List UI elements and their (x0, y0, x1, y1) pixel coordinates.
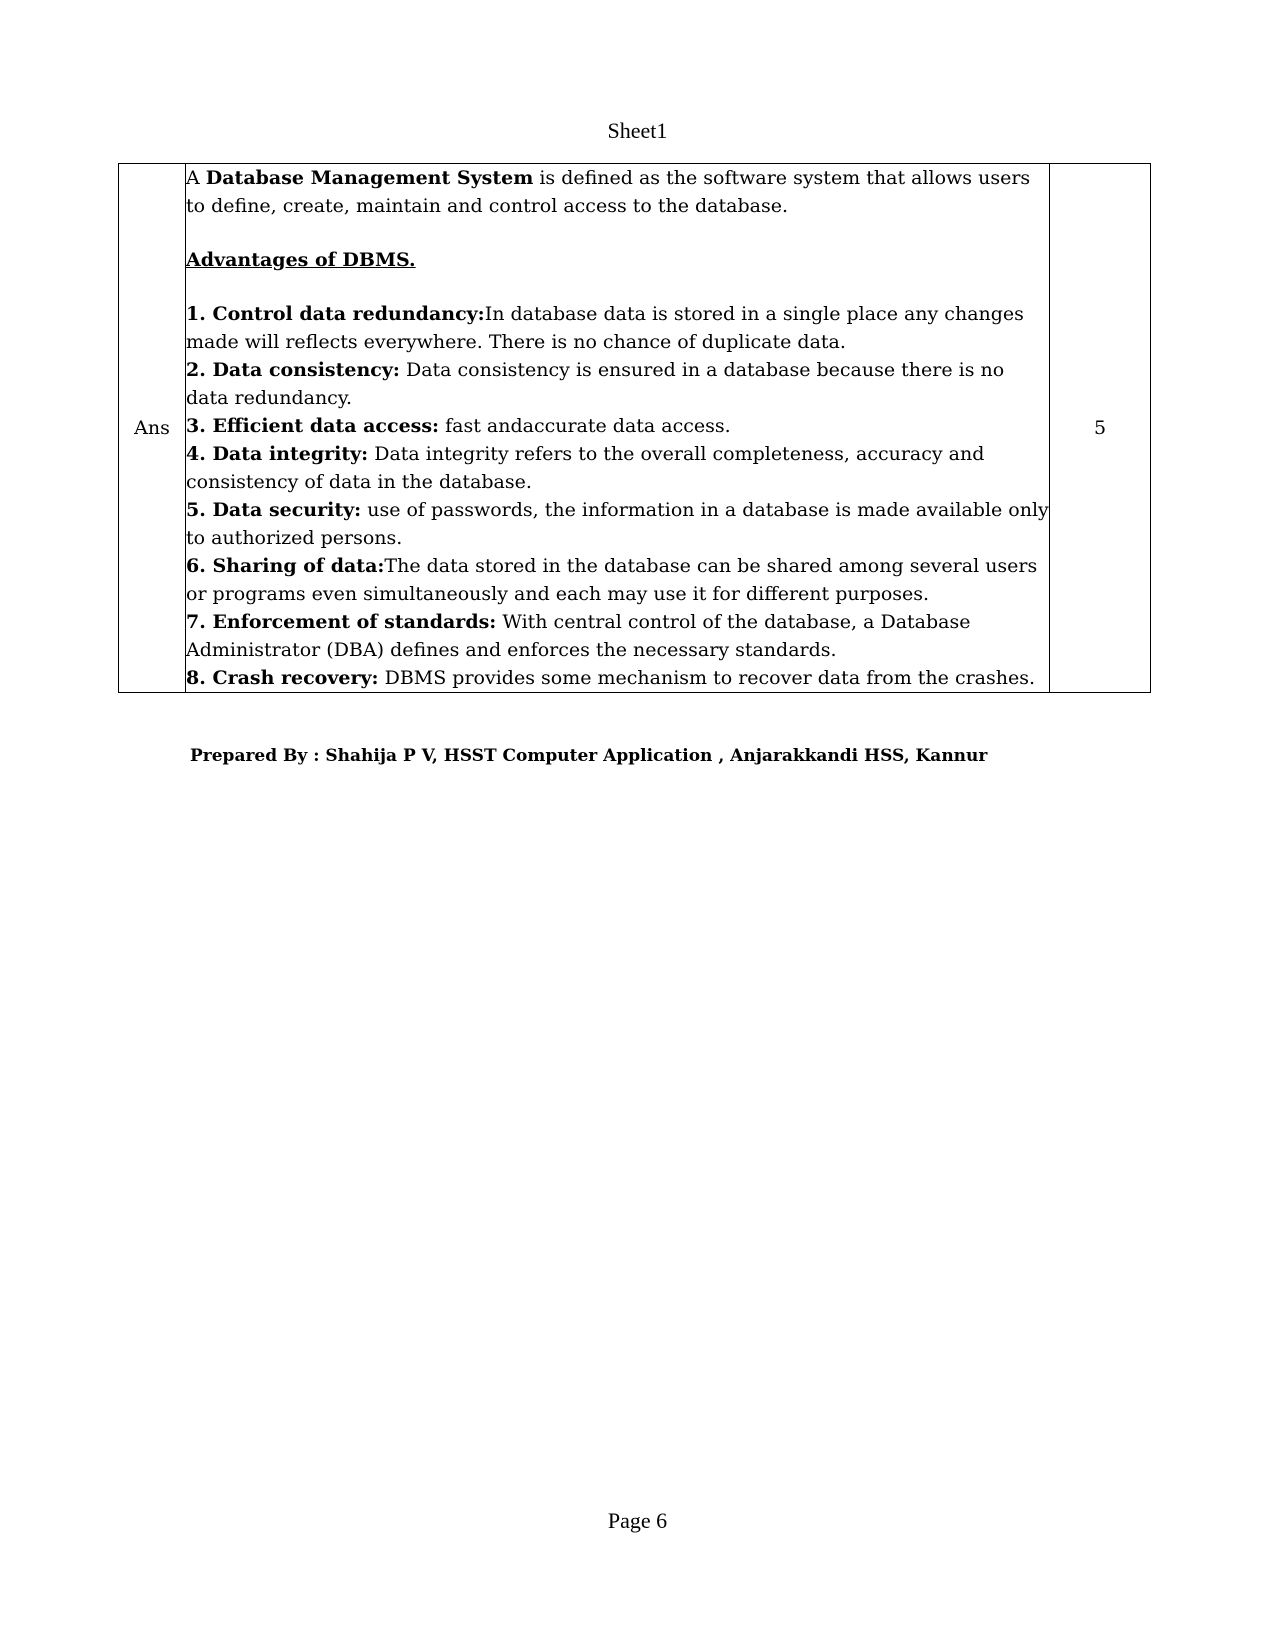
point-text: fast andaccurate data access. (439, 415, 731, 437)
intro-prefix: A (186, 167, 206, 189)
point-label: 5. Data security: (186, 499, 362, 521)
point-text: Data integrity refers to the overall completeness, accuracy and consistency of data in the database. (186, 443, 985, 493)
prepared-by: Prepared By : Shahija P V, HSST Computer Application , Anjarakkandi HSS, Kannur (190, 746, 988, 766)
list-item (186, 440, 1049, 496)
intro-term: Database Management System (205, 167, 534, 189)
marks-cell: 5 (1050, 164, 1151, 693)
list-item (186, 412, 1049, 440)
list-item (186, 552, 1049, 608)
point-text: With central control of the database, a Database Administrator (DBA) defines and enforces the necessary standards. (186, 611, 971, 661)
point-label: 2. Data consistency: (186, 359, 400, 381)
answer-content-cell (186, 164, 1050, 693)
list-item (186, 356, 1049, 412)
list-item (186, 496, 1049, 552)
point-label: 3. Efficient data access: (186, 415, 440, 437)
point-label: 1. Control data redundancy: (186, 303, 485, 325)
list-item (186, 608, 1049, 664)
point-label: 7. Enforcement of standards: (186, 611, 497, 633)
list-item (186, 664, 1049, 692)
point-label: 6. Sharing of data: (186, 555, 385, 577)
answer-label-cell: Ans (119, 164, 186, 693)
answer-table (118, 163, 1151, 693)
point-text: In database data is stored in a single place any changes made will reflects everywhere. There is no chance of duplicate data. (186, 303, 1024, 353)
point-text: The data stored in the database can be shared among several users or programs even simultaneously and each may use it for different purposes. (186, 555, 1038, 605)
point-label: 8. Crash recovery: (186, 667, 379, 689)
intro-paragraph (186, 164, 1049, 220)
point-text: Data consistency is ensured in a database because there is no data redundancy. (186, 359, 1005, 409)
table-row (119, 164, 1151, 693)
list-item (186, 300, 1049, 356)
intro-rest: is defined as the software system that allows users to define, create, maintain and control access to the database. (186, 167, 1031, 217)
page-number: Page 6 (607, 1508, 668, 1533)
point-text: DBMS provides some mechanism to recover data from the crashes. (378, 667, 1036, 689)
sheet-title: Sheet1 (607, 118, 668, 143)
point-text: use of passwords, the information in a database is made available only to authorized persons. (186, 499, 1049, 549)
point-label: 4. Data integrity: (186, 443, 369, 465)
advantages-heading: Advantages of DBMS. (186, 249, 416, 271)
